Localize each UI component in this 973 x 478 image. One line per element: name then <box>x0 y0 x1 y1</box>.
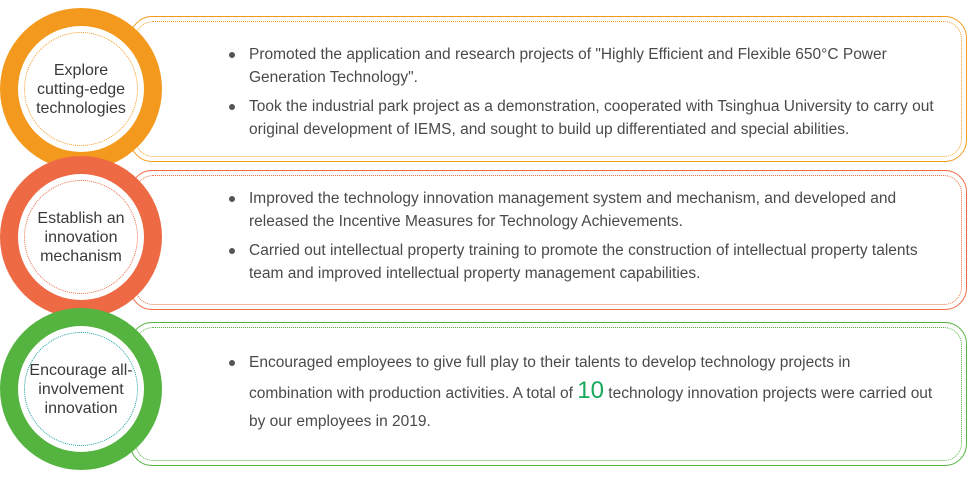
circle-badge-involvement <box>0 308 162 470</box>
bullet-item: Carried out intellectual property training to promote the construction of intellectual property talents team and improved intellectual property management capabilities. <box>227 239 936 285</box>
bullet-list <box>227 43 936 147</box>
bullet-dot-icon <box>229 52 235 58</box>
bullet-item: Took the industrial park project as a demonstration, cooperated with Tsinghua University to carry out original development of IEMS, and sought to build up differentiated and special abilities. <box>227 95 936 141</box>
bullet-item: Promoted the application and research projects of "Highly Efficient and Flexible 650°C Power Generation Technology". <box>227 43 936 89</box>
row-involvement <box>0 308 973 476</box>
highlight-number: 10 <box>577 377 604 404</box>
bullet-dot-icon <box>229 196 235 202</box>
bullet-item: Improved the technology innovation management system and mechanism, and developed and released the Incentive Measures for Technology Achievements. <box>227 187 936 233</box>
card-involvement <box>130 322 967 466</box>
bullet-dot-icon <box>229 104 235 110</box>
bullet-item: Encouraged employees to give full play to their talents to develop technology projects in combination with production activities. A total of 10 technology innovation projects were carried out by our employees in 2019. <box>227 349 936 436</box>
badge-label: Encourage all- involvement innovation <box>29 361 133 417</box>
bullet-list <box>227 187 936 291</box>
badge-label: Establish an innovation mechanism <box>37 209 125 265</box>
bullet-list <box>227 349 936 442</box>
bullet-dot-icon <box>229 248 235 254</box>
row-mechanism <box>0 156 973 316</box>
card-explore <box>130 16 967 162</box>
card-mechanism <box>130 170 967 310</box>
badge-label: Explore cutting-edge technologies <box>36 61 126 117</box>
circle-badge-mechanism <box>0 156 162 318</box>
circle-badge-explore <box>0 8 162 170</box>
bullet-dot-icon <box>229 360 235 366</box>
row-explore <box>0 8 973 168</box>
